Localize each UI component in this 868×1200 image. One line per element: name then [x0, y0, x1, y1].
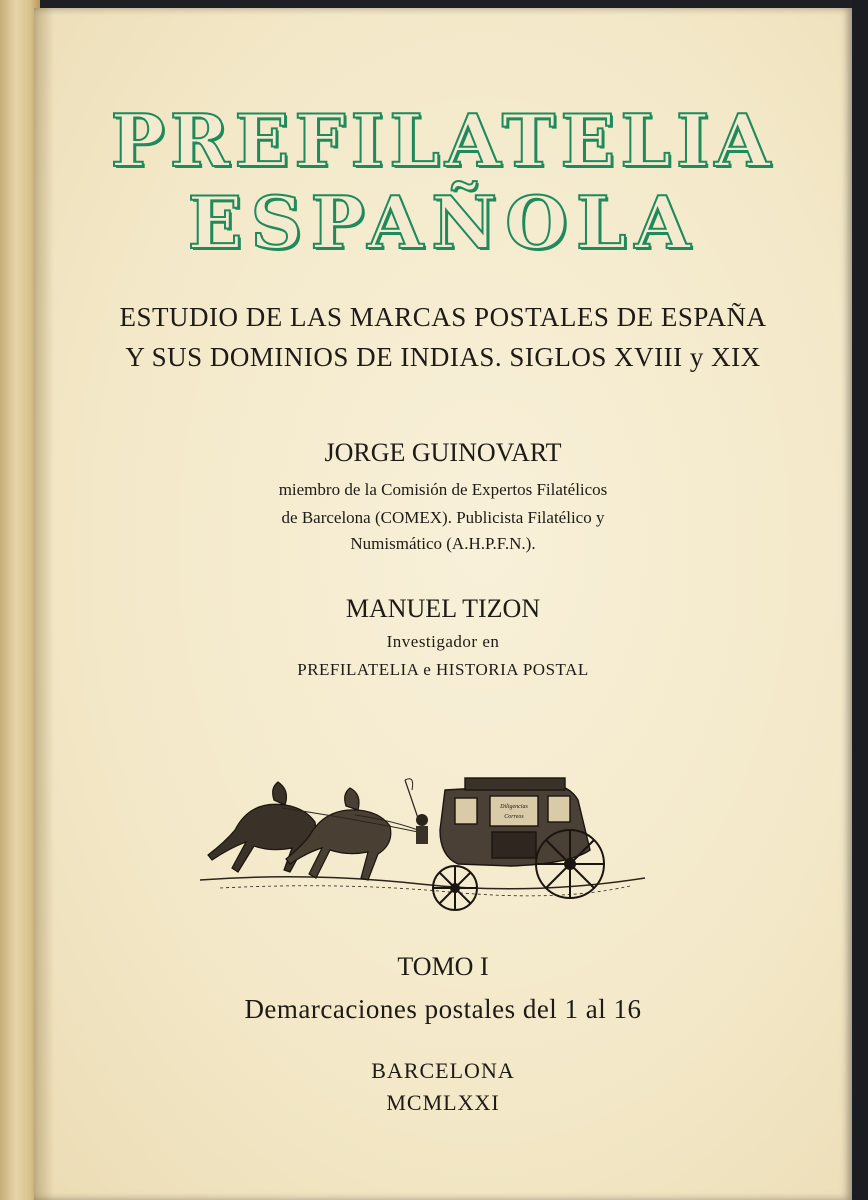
author1-credential-line-3: Numismático (A.H.P.F.N.).: [350, 534, 536, 553]
subtitle-line-2: Y SUS DOMINIOS DE INDIAS. SIGLOS XVIII y XIX: [125, 342, 761, 372]
volume-number: TOMO I: [397, 952, 489, 981]
author2-credential-line-1: Investigador en: [386, 632, 500, 651]
publication-year: MCMLXXI: [386, 1090, 500, 1115]
author-name-tizon: MANUEL TIZON: [345, 594, 541, 623]
volume-description: Demarcaciones postales del 1 al 16: [244, 994, 642, 1024]
publication-city: BARCELONA: [371, 1058, 515, 1083]
background-edge: [852, 0, 868, 1200]
author1-credential-line-2: de Barcelona (COMEX). Publicista Filatélico y: [281, 508, 605, 527]
subtitle-line-1: ESTUDIO DE LAS MARCAS POSTALES DE ESPAÑA: [119, 302, 767, 332]
author1-credential-line-1: miembro de la Comisión de Expertos Filatélicos: [278, 480, 608, 499]
main-title-line-2: ESPAÑOLA: [187, 180, 699, 265]
main-title-line-1: PREFILATELIA: [110, 98, 776, 183]
author-name-guinovart: JORGE GUINOVART: [324, 438, 562, 467]
svg-text:Diligencias: Diligencias: [500, 804, 528, 810]
author2-credential-line-2: PREFILATELIA e HISTORIA POSTAL: [297, 660, 589, 679]
stagecoach-engraving-icon: [190, 760, 650, 930]
svg-text:Correos: Correos: [504, 814, 524, 820]
